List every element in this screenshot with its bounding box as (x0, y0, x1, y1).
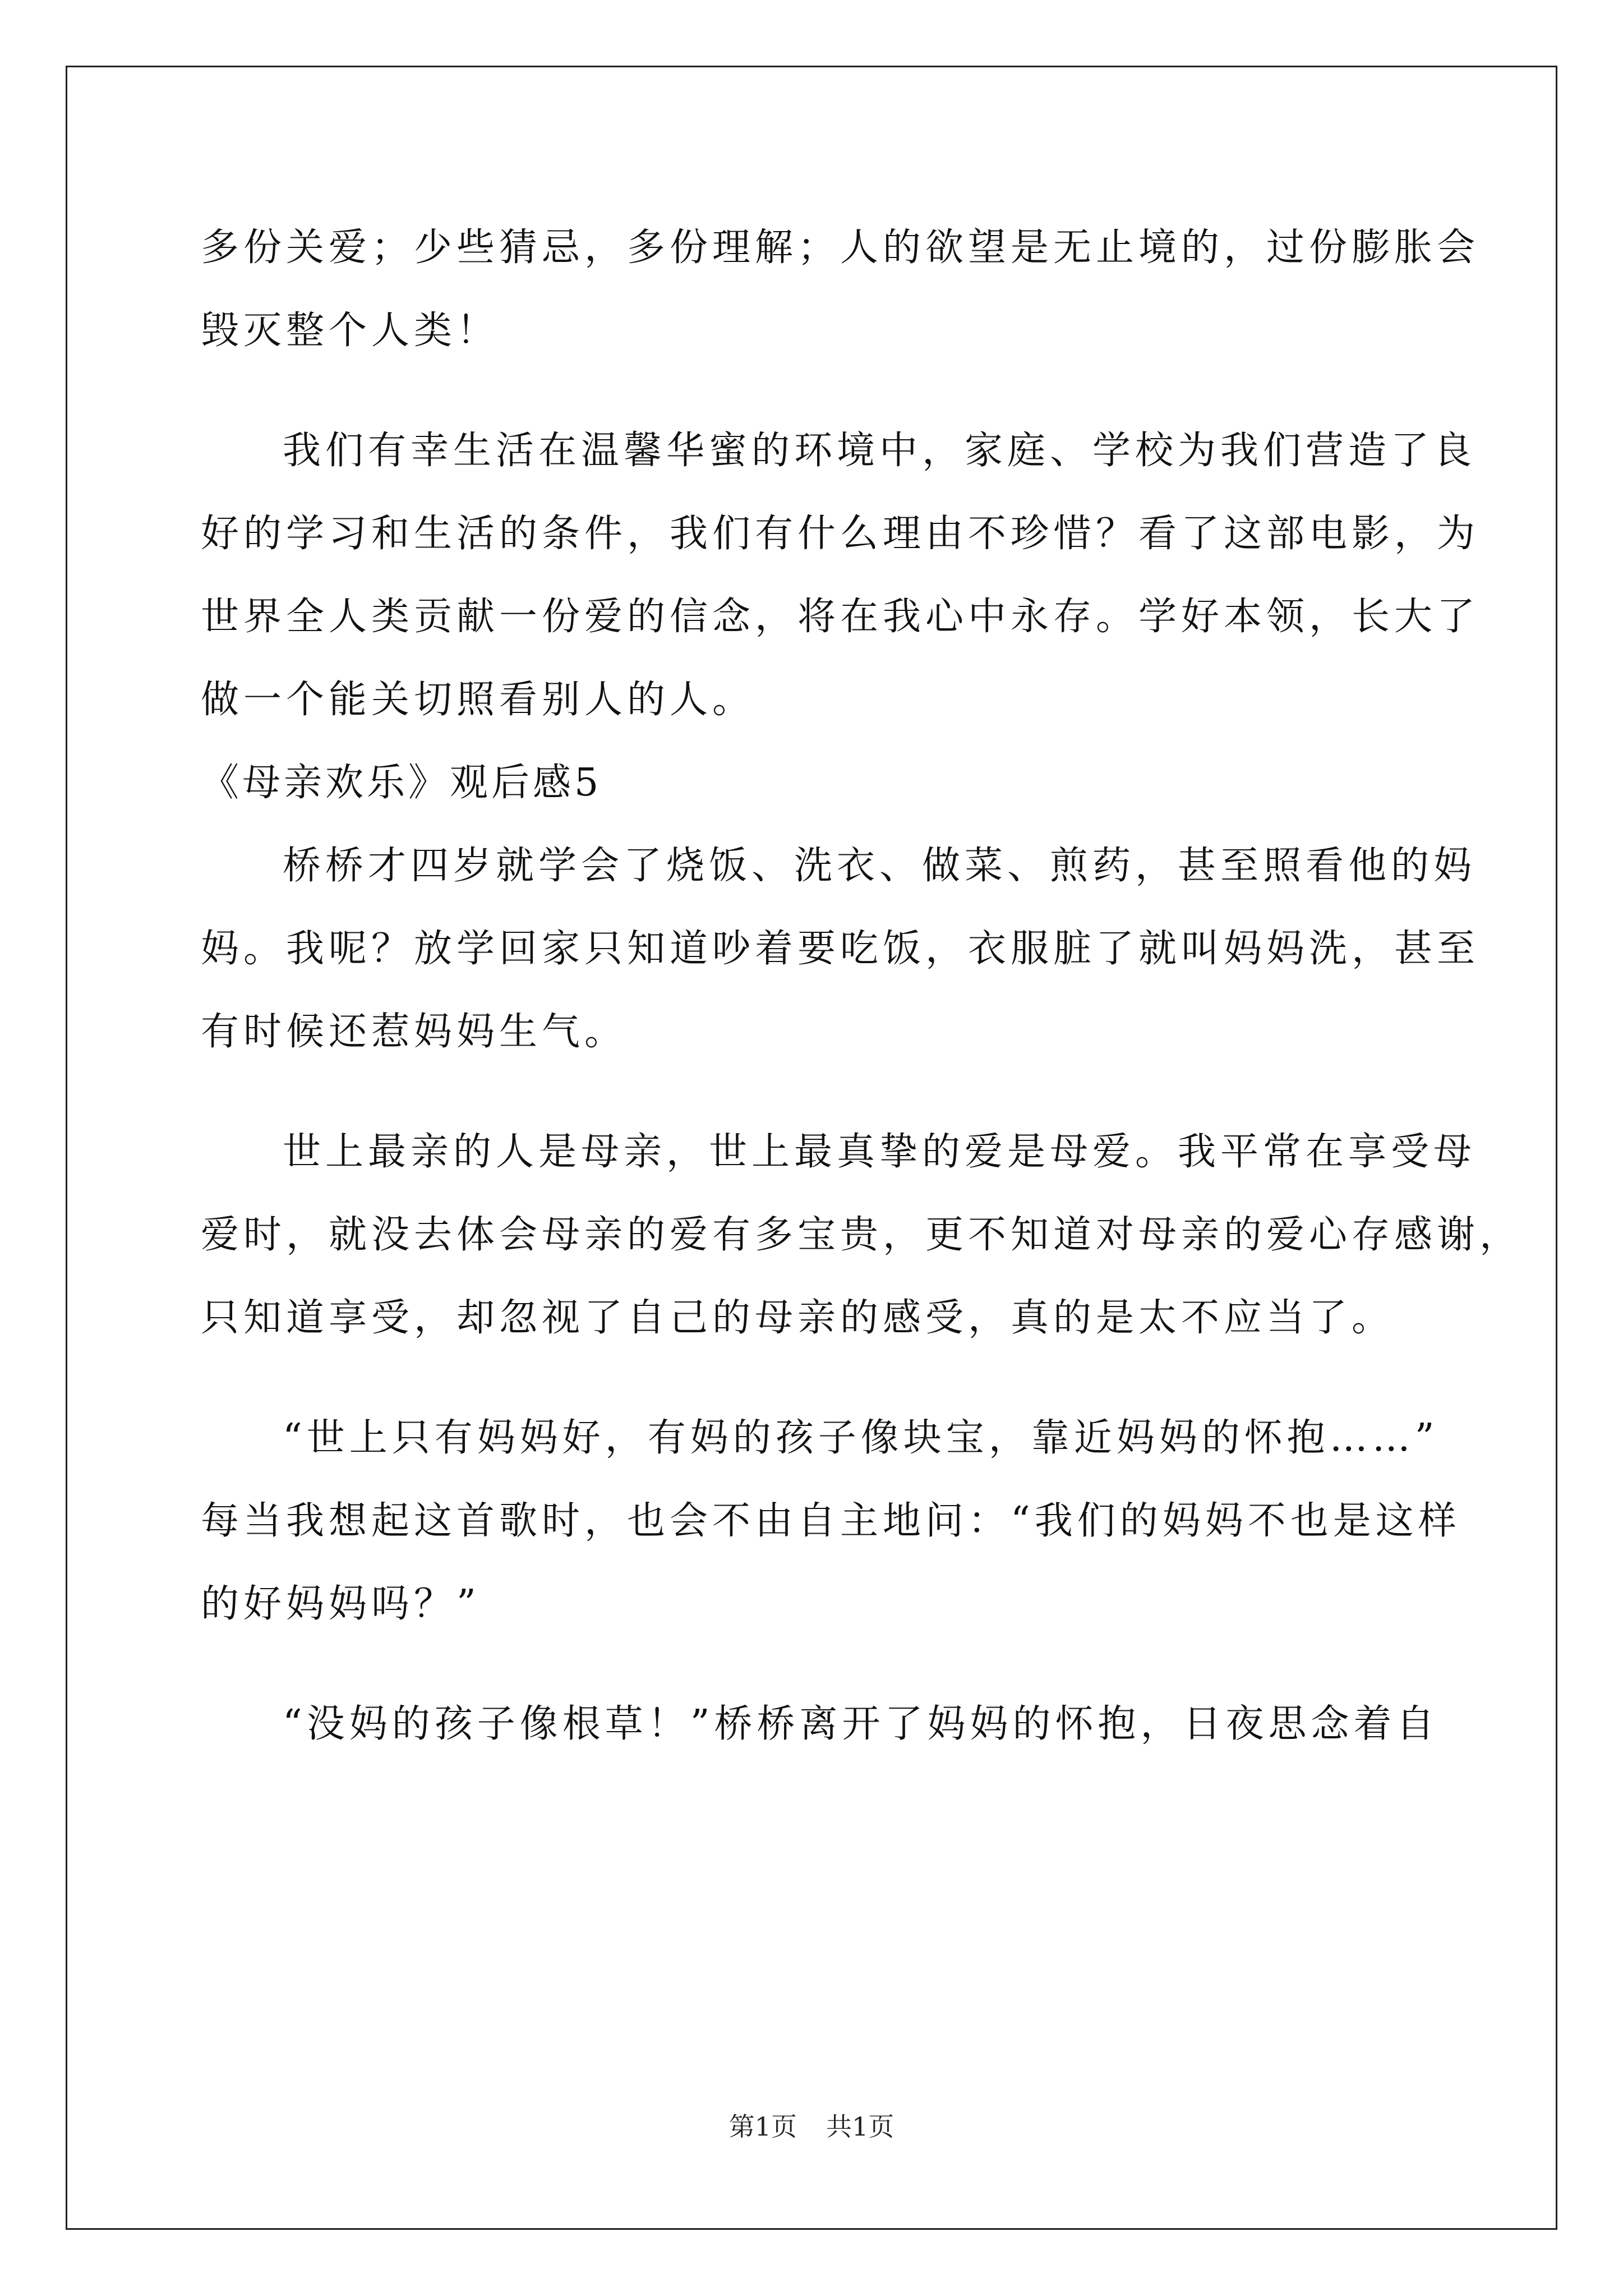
paragraph-line: 世上最亲的人是母亲，世上最真挚的爱是母爱。我平常在享受母 (283, 1130, 1477, 1174)
paragraph-line: 世界全人类贡献一份爱的信念，将在我心中永存。学好本领，长大了 (201, 595, 1480, 639)
paragraph-line: “世上只有妈妈好，有妈的孩子像块宝，靠近妈妈的怀抱……” (283, 1416, 1439, 1460)
paragraph-line: 有时候还惹妈妈生气。 (201, 1010, 628, 1054)
paragraph-line: 妈。我呢？放学回家只知道吵着要吃饭，衣服脏了就叫妈妈洗，甚至 (201, 927, 1480, 971)
section-heading: 《母亲欢乐》观后感5 (201, 761, 602, 805)
page-footer (0, 2106, 1623, 2143)
paragraph-line: 做一个能关切照看别人的人。 (201, 678, 755, 722)
paragraph-line: 多份关爱；少些猜忌，多份理解；人的欲望是无止境的，过份膨胀会 (201, 226, 1480, 270)
paragraph-line: 爱时，就没去体会母亲的爱有多宝贵，更不知道对母亲的爱心存感谢， (201, 1213, 1523, 1257)
paragraph-line: 每当我想起这首歌时，也会不由自主地问：“我们的妈妈不也是这样 (201, 1499, 1461, 1543)
page-number: 第1页 (728, 2111, 797, 2142)
paragraph-line: 桥桥才四岁就学会了烧饭、洗衣、做菜、煎药，甚至照看他的妈 (283, 844, 1477, 888)
paragraph-line: “没妈的孩子像根草！”桥桥离开了妈妈的怀抱，日夜思念着自 (283, 1702, 1439, 1746)
paragraph-line: 只知道享受，却忽视了自己的母亲的感受，真的是太不应当了。 (201, 1296, 1395, 1340)
paragraph-line: 好的学习和生活的条件，我们有什么理由不珍惜？看了这部电影，为 (201, 512, 1480, 556)
paragraph-line: 的好妈妈吗？” (201, 1582, 481, 1626)
paragraph-line: 我们有幸生活在温馨华蜜的环境中，家庭、学校为我们营造了良 (283, 429, 1477, 473)
paragraph-line: 毁灭整个人类！ (201, 309, 500, 353)
document-body (201, 206, 1523, 1766)
page-total: 共1页 (826, 2111, 895, 2142)
